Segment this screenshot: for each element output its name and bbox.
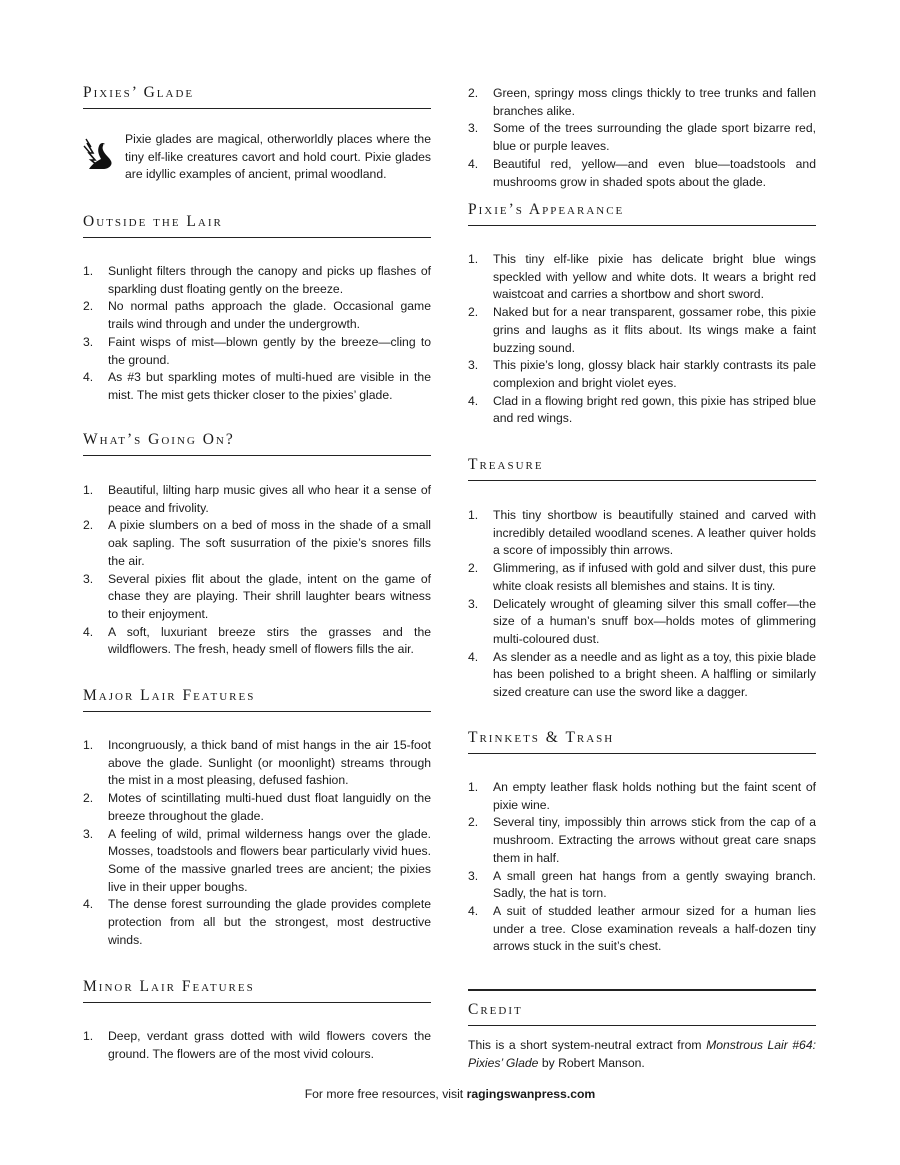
minor-lair-features-list-continued: [468, 85, 816, 191]
pixies-appearance-list: [468, 251, 816, 428]
list-item: 1. Beautiful, lilting harp music gives all who hear it a sense of peace and frivolity.: [83, 483, 431, 515]
list-item: 4. A suit of studded leather armour sized for a human lies under a tree. Close examination reveals a half-dozen tiny arrows stuck in the suit’s chest.: [468, 903, 816, 954]
list-item: 3. Several pixies flit about the glade, intent on the game of chase they are playing. Their shrill laughter bears witness to their enjoyment.: [83, 571, 431, 621]
intro-text: Pixie glades are magical, otherworldly places where the tiny elf-like creatures cavort and hold court. Pixie glades are idyllic examples of ancient, primal woodland.: [125, 132, 431, 182]
list-item: 1. Incongruously, a thick band of mist hangs in the air 15-foot above the glade. Sunlight (or moonlight) streams through the mist in a most pleasing, defused fashion.: [83, 738, 431, 788]
list-item: 3. A small green hat hangs from a gently swaying branch. Sadly, the hat is torn.: [468, 868, 816, 901]
page-title: Pixies’ Glade: [83, 84, 431, 109]
trinkets-and-trash-list: [468, 779, 816, 956]
heading-outside-the-lair: Outside the Lair: [83, 213, 431, 238]
heading-pixies-appearance: Pixie’s Appearance: [468, 201, 816, 226]
list-item: 1. Deep, verdant grass dotted with wild flowers covers the ground. The flowers are of the most vivid colours.: [83, 1029, 431, 1061]
list-item: 2. No normal paths approach the glade. Occasional game trails wind through and under the undergrowth.: [83, 299, 431, 332]
list-item: 2. Motes of scintillating multi-hued dust float languidly on the breeze throughout the glade.: [83, 791, 431, 823]
list-item: 4. As slender as a needle and as light as a toy, this pixie blade has been polished to a bright sheen. A halfling or similarly sized creature can use the sword like a dagger.: [468, 649, 816, 700]
heading-whats-going-on: What’s Going On?: [83, 431, 431, 456]
list-item: 1. An empty leather flask holds nothing but the faint scent of pixie wine.: [468, 780, 816, 812]
website-link[interactable]: ragingswanpress.com: [466, 1087, 596, 1101]
outside-the-lair-list: [83, 263, 431, 405]
intro-paragraph: [83, 131, 431, 184]
list-item: 4. A soft, luxuriant breeze stirs the grasses and the wildflowers. The fresh, heady smell of flowers fills the air.: [83, 624, 431, 657]
list-item: 2. Green, springy moss clings thickly to tree trunks and fallen branches alike.: [468, 86, 816, 118]
list-item: 1. This tiny shortbow is beautifully stained and carved with incredibly detailed woodland scenes. A leather quiver holds a score of impossibly thin arrows.: [468, 508, 816, 558]
list-item: 2. Glimmering, as if infused with gold and silver dust, this pure white cloak resists all blemishes and stains. It is tiny.: [468, 561, 816, 593]
heading-credit: Credit: [468, 989, 816, 1026]
list-item: 2. A pixie slumbers on a bed of moss in the shade of a small oak sapling. The soft susurration of the pixie’s snores fills the air.: [83, 518, 431, 568]
major-lair-features-list: [83, 737, 431, 949]
list-item: 4. Clad in a flowing bright red gown, this pixie has striped blue and red wings.: [468, 393, 816, 426]
list-item: 3. Faint wisps of mist—blown gently by the breeze—cling to the ground.: [83, 334, 431, 367]
list-item: 2. Several tiny, impossibly thin arrows stick from the cap of a mushroom. Extracting the arrows without great care snaps them in half.: [468, 815, 816, 865]
list-item: 3. Some of the trees surrounding the glade sport bizarre red, blue or purple leaves.: [468, 121, 816, 154]
minor-lair-features-list: [83, 1028, 431, 1063]
list-item: 4. The dense forest surrounding the glade provides complete protection from all but the strongest, most destructive winds.: [83, 897, 431, 947]
list-item: 3. Delicately wrought of gleaming silver this small coffer—the size of a human’s snuff box—holds motes of glimmering multi-coloured dust.: [468, 596, 816, 646]
list-item: 4. As #3 but sparkling motes of multi-hued are visible in the mist. The mist gets thicker closer to the pixies’ glade.: [83, 370, 431, 402]
heading-trinkets-and-trash: Trinkets & Trash: [468, 729, 816, 754]
list-item: 2. Naked but for a near transparent, gossamer robe, this pixie grins and laughs as it flits about. Its wings make a faint buzzing sound.: [468, 305, 816, 355]
heading-major-lair-features: Major Lair Features: [83, 687, 431, 712]
credit-paragraph: This is a short system-neutral extract from Monstrous Lair #64: Pixies’ Glade by Robert Manson.: [468, 1038, 816, 1070]
heading-treasure: Treasure: [468, 456, 816, 481]
list-item: 4. Beautiful red, yellow—and even blue—toadstools and mushrooms grow in shaded spots about the glade.: [468, 156, 816, 189]
swan-logo-icon: [83, 133, 119, 173]
list-item: 1. This tiny elf-like pixie has delicate bright blue wings speckled with yellow and white dots. It wears a bright red waistcoat and carries a shortbow and short sword.: [468, 252, 816, 302]
book-title: Monstrous Lair #64: Pixies’ Glade: [468, 1038, 816, 1070]
heading-minor-lair-features: Minor Lair Features: [83, 978, 431, 1003]
treasure-list: [468, 507, 816, 702]
page-footer: For more free resources, visit ragingswanpress.com: [304, 1087, 596, 1101]
list-item: 3. This pixie’s long, glossy black hair starkly contrasts its pale complexion and bright violet eyes.: [468, 358, 816, 390]
list-item: 1. Sunlight filters through the canopy and picks up flashes of sparkling dust floating gently on the breeze.: [83, 264, 431, 296]
list-item: 3. A feeling of wild, primal wilderness hangs over the glade. Mosses, toadstools and flowers bear particularly vivid hues. Some of the massive gnarled trees are ancient; the pixies live in their upper boughs.: [83, 826, 431, 894]
whats-going-on-list: [83, 482, 431, 659]
